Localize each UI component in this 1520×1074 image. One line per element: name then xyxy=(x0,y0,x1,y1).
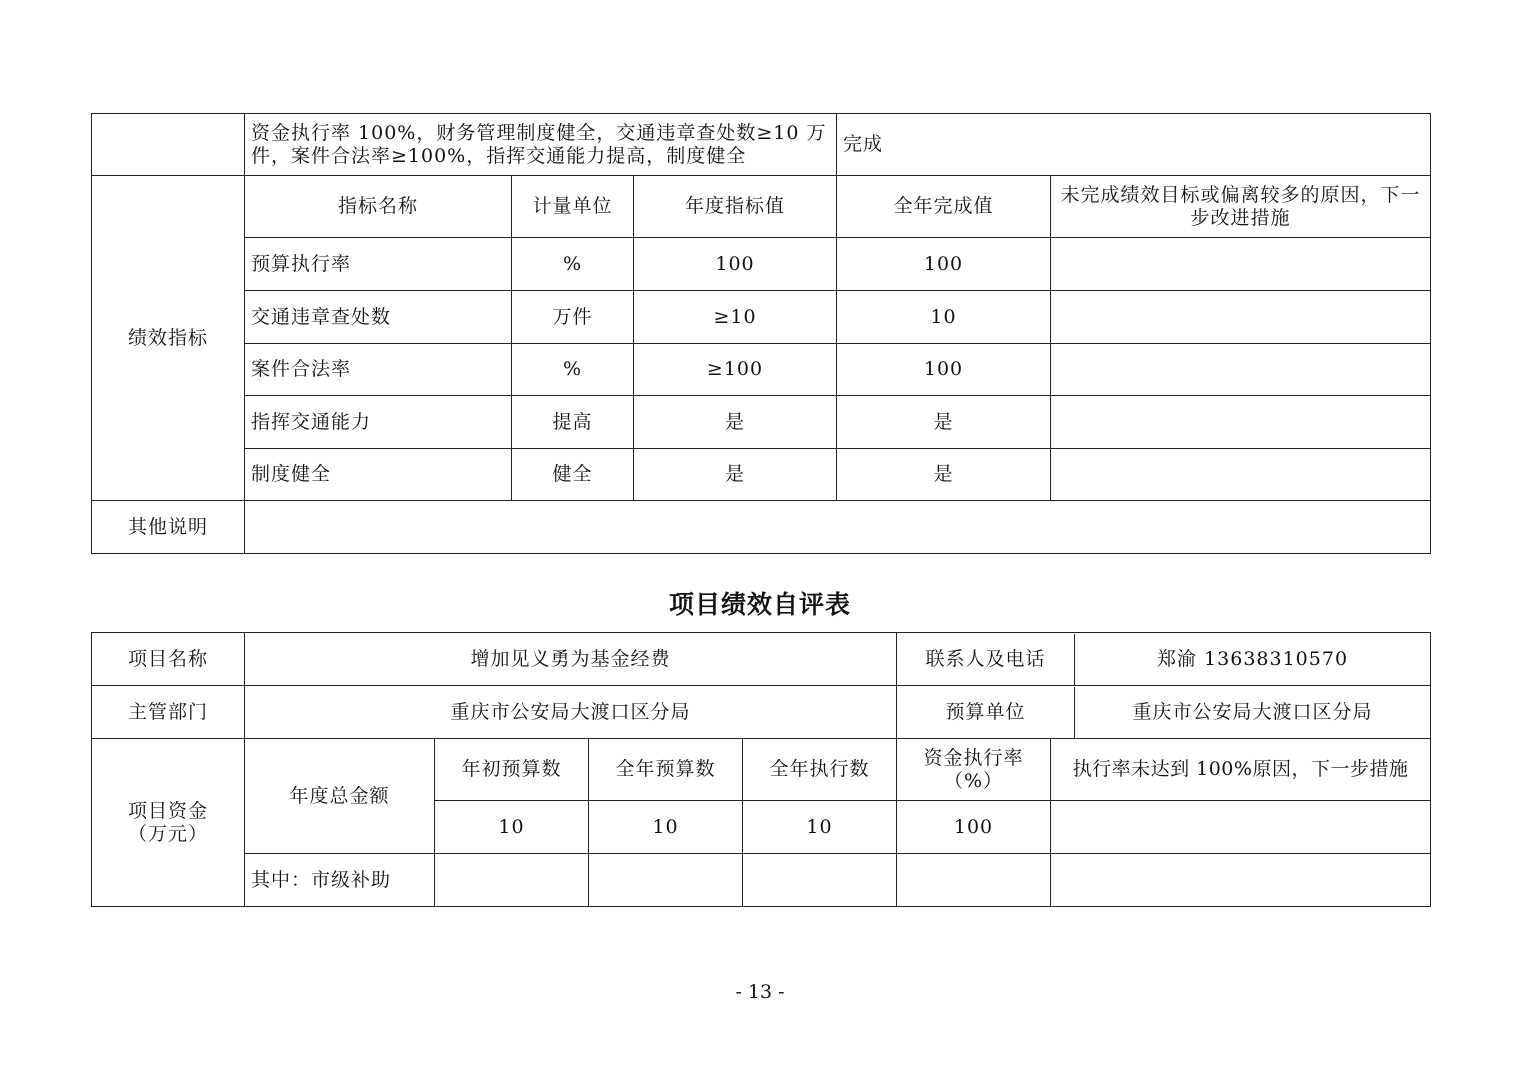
header-execution-rate xyxy=(897,739,1051,801)
indicator-target: ≥100 xyxy=(634,344,837,396)
sub-label: 其中：市级补助 xyxy=(245,854,435,907)
indicator-unit: % xyxy=(512,344,634,396)
table-row xyxy=(92,396,1431,449)
indicator-name: 预算执行率 xyxy=(245,238,512,291)
indicator-name: 交通违章查处数 xyxy=(245,291,512,344)
indicator-name: 案件合法率 xyxy=(245,344,512,396)
indicator-actual: 10 xyxy=(837,291,1051,344)
project-self-evaluation-table xyxy=(91,632,1431,907)
indicator-target: ≥10 xyxy=(634,291,837,344)
indicator-target: 100 xyxy=(634,238,837,291)
completion-status: 完成 xyxy=(837,114,1431,176)
sub-initial-budget xyxy=(435,854,589,907)
budget-unit-label: 预算单位 xyxy=(897,687,1075,738)
annual-total-label: 年度总金额 xyxy=(245,739,435,854)
page-number: - 13 - xyxy=(735,981,785,1003)
table-row xyxy=(92,449,1431,501)
project-name-label: 项目名称 xyxy=(92,633,245,686)
annual-execution-value: 10 xyxy=(743,801,897,854)
header-reason: 未完成绩效目标或偏离较多的原因，下一步改进措施 xyxy=(1051,176,1431,238)
indicator-actual: 是 xyxy=(837,449,1051,501)
table-row xyxy=(92,291,1431,344)
indicator-reason xyxy=(1051,291,1431,344)
header-unit: 计量单位 xyxy=(512,176,634,238)
table-row xyxy=(92,344,1431,396)
header-execution-rate-unit: （%） xyxy=(943,769,1004,792)
header-target: 年度指标值 xyxy=(634,176,837,238)
section-label: 绩效指标 xyxy=(92,176,245,501)
contact-value: 郑渝 13638310570 xyxy=(1157,647,1349,670)
sub-annual-budget xyxy=(589,854,743,907)
table-row xyxy=(92,854,1431,907)
indicator-unit: 万件 xyxy=(512,291,634,344)
dept-label: 主管部门 xyxy=(92,686,245,739)
funds-label xyxy=(92,739,245,907)
indicator-unit: 提高 xyxy=(512,396,634,449)
sub-annual-execution xyxy=(743,854,897,907)
dept-value: 重庆市公安局大渡口区分局 xyxy=(245,686,897,739)
indicator-reason xyxy=(1051,238,1431,291)
header-annual-execution: 全年执行数 xyxy=(743,739,897,801)
annual-budget-value: 10 xyxy=(589,801,743,854)
funds-unit-text: （万元） xyxy=(127,822,208,845)
execution-rate-value: 100 xyxy=(897,801,1051,854)
header-actual: 全年完成值 xyxy=(837,176,1051,238)
project-name: 增加见义勇为基金经费 xyxy=(245,633,897,686)
indicator-target: 是 xyxy=(634,396,837,449)
funds-label-text: 项目资金 xyxy=(127,799,208,822)
sub-shortfall-reason xyxy=(1051,854,1431,907)
page-title: 项目绩效自评表 xyxy=(668,590,851,619)
contact-cell xyxy=(897,633,1431,686)
header-annual-budget: 全年预算数 xyxy=(589,739,743,801)
indicator-unit: % xyxy=(512,238,634,291)
indicator-actual: 是 xyxy=(837,396,1051,449)
header-execution-rate-text: 资金执行率 xyxy=(923,746,1024,769)
header-initial-budget: 年初预算数 xyxy=(435,739,589,801)
table-row xyxy=(92,238,1431,291)
indicator-name: 指挥交通能力 xyxy=(245,396,512,449)
indicator-reason xyxy=(1051,449,1431,501)
indicator-reason xyxy=(1051,396,1431,449)
header-shortfall-reason: 执行率未达到 100%原因，下一步措施 xyxy=(1051,739,1431,801)
indicator-actual: 100 xyxy=(837,344,1051,396)
other-notes-label: 其他说明 xyxy=(92,501,245,554)
indicator-unit: 健全 xyxy=(512,449,634,501)
budget-unit-cell xyxy=(897,686,1431,739)
sub-execution-rate xyxy=(897,854,1051,907)
blank-cell xyxy=(92,114,245,176)
other-notes-value xyxy=(245,501,1431,554)
contact-label: 联系人及电话 xyxy=(897,634,1075,685)
initial-budget-value: 10 xyxy=(435,801,589,854)
budget-unit-value: 重庆市公安局大渡口区分局 xyxy=(1132,700,1373,723)
performance-indicator-table xyxy=(91,113,1431,554)
indicator-target: 是 xyxy=(634,449,837,501)
indicator-actual: 100 xyxy=(837,238,1051,291)
indicator-name: 制度健全 xyxy=(245,449,512,501)
indicator-reason xyxy=(1051,344,1431,396)
header-indicator-name: 指标名称 xyxy=(245,176,512,238)
shortfall-reason-value xyxy=(1051,801,1431,854)
target-text: 资金执行率 100%，财务管理制度健全，交通违章查处数≥10 万件，案件合法率≥100%，指挥交通能力提高，制度健全 xyxy=(245,114,837,176)
